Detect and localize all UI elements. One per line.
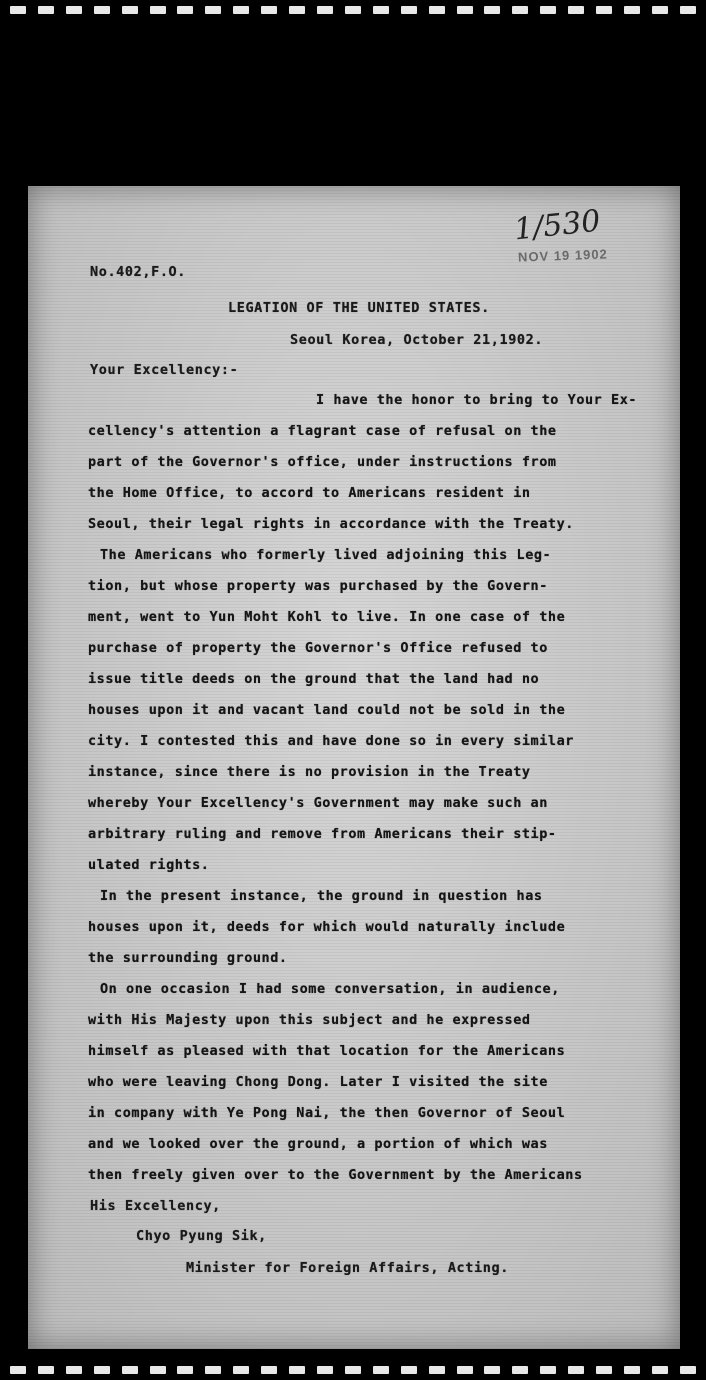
document-page (28, 186, 680, 1349)
letter-line: ment, went to Yun Moht Kohl to live. In one case of the (88, 609, 566, 625)
dispatch-number: No.402,F.O. (90, 264, 187, 280)
addressee-title: His Excellency, (90, 1198, 221, 1214)
letter-line: houses upon it and vacant land could not be sold in the (88, 702, 566, 718)
received-stamp: NOV 19 1902 (517, 246, 609, 265)
letter-line: instance, since there is no provision in the Treaty (88, 764, 531, 780)
letter-line: city. I contested this and have done so in every similar (88, 733, 574, 749)
letter-line: The Americans who formerly lived adjoining this Leg- (100, 547, 552, 563)
handwritten-annotation: 1/530 (512, 203, 603, 248)
film-sprocket-bottom (0, 1366, 706, 1374)
letter-line: Seoul, their legal rights in accordance with the Treaty. (88, 516, 574, 532)
addressee-office: Minister for Foreign Affairs, Acting. (186, 1260, 509, 1276)
addressee-name: Chyo Pyung Sik, (136, 1228, 267, 1244)
letter-line: ulated rights. (88, 857, 210, 873)
letter-line: tion, but whose property was purchased by the Govern- (88, 578, 548, 594)
letter-line: in company with Ye Pong Nai, the then Governor of Seoul (88, 1105, 566, 1121)
letter-line: with His Majesty upon this subject and he expressed (88, 1012, 531, 1028)
letterhead: LEGATION OF THE UNITED STATES. (228, 300, 490, 316)
letter-line: the surrounding ground. (88, 950, 288, 966)
film-sprocket-top (0, 6, 706, 14)
letter-line: purchase of property the Governor's Office refused to (88, 640, 548, 656)
letter-line: issue title deeds on the ground that the land had no (88, 671, 540, 687)
letter-line: I have the honor to bring to Your Ex- (316, 392, 638, 408)
salutation: Your Excellency:- (90, 362, 239, 378)
letter-line: arbitrary ruling and remove from Americans their stip- (88, 826, 557, 842)
letter-line: who were leaving Chong Dong. Later I visited the site (88, 1074, 548, 1090)
letter-line: then freely given over to the Government by the Americans (88, 1167, 583, 1183)
place-date: Seoul Korea, October 21,1902. (290, 332, 544, 348)
letter-line: whereby Your Excellency's Government may make such an (88, 795, 548, 811)
letter-line: and we looked over the ground, a portion of which was (88, 1136, 548, 1152)
letter-line: In the present instance, the ground in question has (100, 888, 543, 904)
letter-line: cellency's attention a flagrant case of refusal on the (88, 423, 557, 439)
letter-line: the Home Office, to accord to Americans resident in (88, 485, 531, 501)
letter-line: On one occasion I had some conversation, in audience, (100, 981, 560, 997)
letter-line: houses upon it, deeds for which would naturally include (88, 919, 566, 935)
letter-line: part of the Governor's office, under instructions from (88, 454, 557, 470)
letter-line: himself as pleased with that location for the Americans (88, 1043, 566, 1059)
